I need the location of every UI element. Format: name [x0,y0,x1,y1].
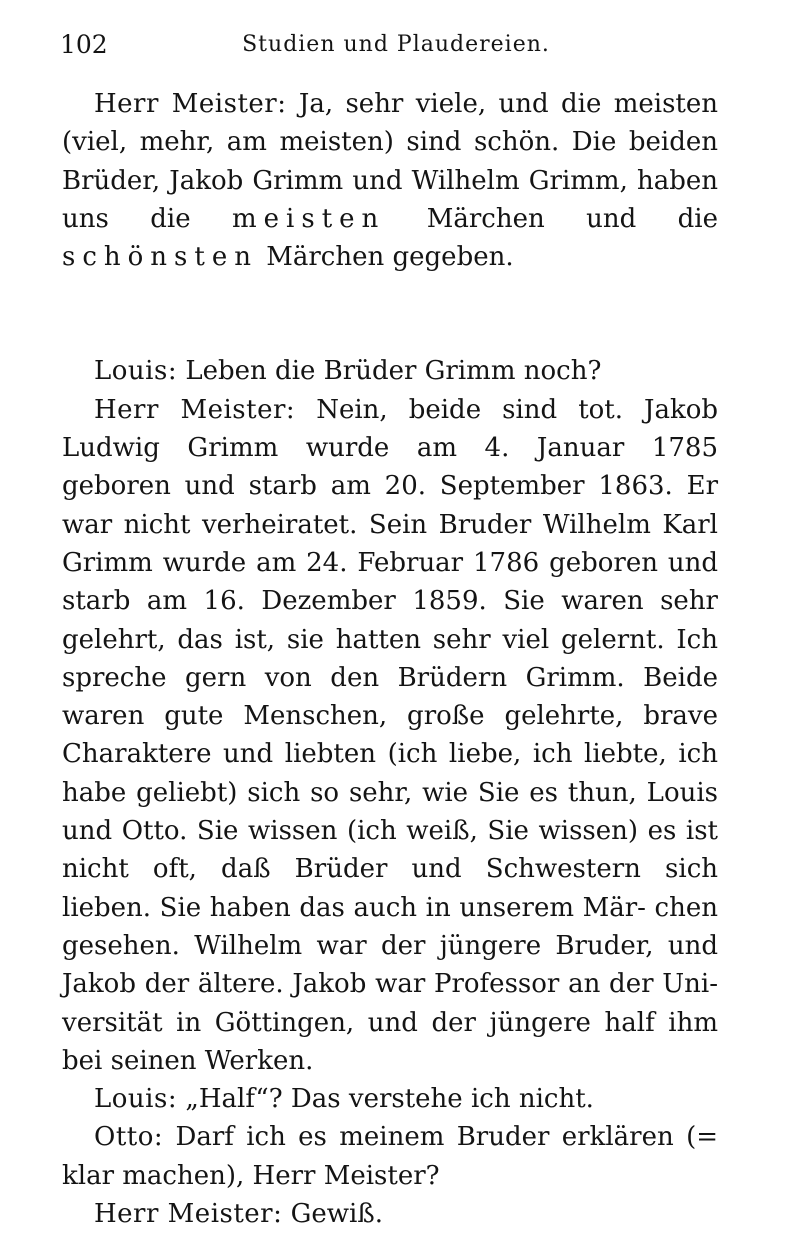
emphasized-word: schönsten [62,242,258,273]
speaker-label: Herr Meister: [94,89,287,119]
paragraph-meister-gewiss [62,1195,718,1233]
paragraph-text: Märchen und die [385,203,719,234]
speaker-label: Herr Meister: [94,394,296,425]
page-number: 102 [60,30,108,59]
paragraph-text: Darf ich es meinem Bruder erklären (= klar machen), Herr Meister? [62,1122,718,1191]
paragraph-text: Leben die Brüder Grimm noch? [185,356,602,387]
running-head: Studien und Plaudereien. [242,32,550,57]
speaker-label: Otto: [94,1122,164,1153]
page-body [62,85,718,1233]
paragraph-text: Gewiß. [290,1199,383,1230]
paragraph-text: „Half“? Das verstehe ich nicht. [185,1084,594,1115]
speaker-label: Louis: [94,1084,178,1115]
paragraph-louis-question [62,352,718,390]
emphasized-word: meisten [232,203,386,234]
paragraph-louis-half [62,1080,718,1118]
paragraph-meister-answer [62,391,718,1080]
paragraph-meister-intro [62,85,718,276]
speaker-label: Herr Meister: [94,1199,283,1230]
paragraph-text: Märchen gegeben. [257,242,514,273]
paragraph-text: Ja, sehr viele, und die meisten (viel, mehr, am meisten) sind schön. Die beiden Brüder, Jakob Grimm und Wilhelm Grimm, haben uns die [62,89,719,234]
paragraph-text: Nein, beide sind tot. Jakob Ludwig Grimm wurde am 4. Januar 1785 geboren und starb am 20. September 1863. Er war nicht verheiratet. Sein Bruder Wilhelm Karl Grimm wurde am 24. Februar 1786 geboren und starb am 16. Dezember 1859. Sie waren sehr gelehrt, das ist, sie hatten sehr viel gelernt. Ich spreche gern von den Brüdern Grimm. Beide waren gute Menschen, große gelehrte, brave Charaktere und liebten (ich liebe, ich liebte, ich habe geliebt) sich so sehr, wie Sie es thun, Louis und Otto. Sie wissen (ich weiß, Sie wissen) es ist nicht oft, daß Brüder und Schwestern sich lieben. Sie haben das auch in unserem Mär- chen gesehen. Wilhelm war der jüngere Bruder, und Jakob der ältere. Jakob war Professor an der Uni- versität in Göttingen, und der jüngere half ihm bei seinen Werken. [62,394,719,1076]
section-gap [62,276,718,352]
page-header [0,30,792,66]
paragraph-otto [62,1118,718,1195]
speaker-label: Louis: [94,356,178,387]
